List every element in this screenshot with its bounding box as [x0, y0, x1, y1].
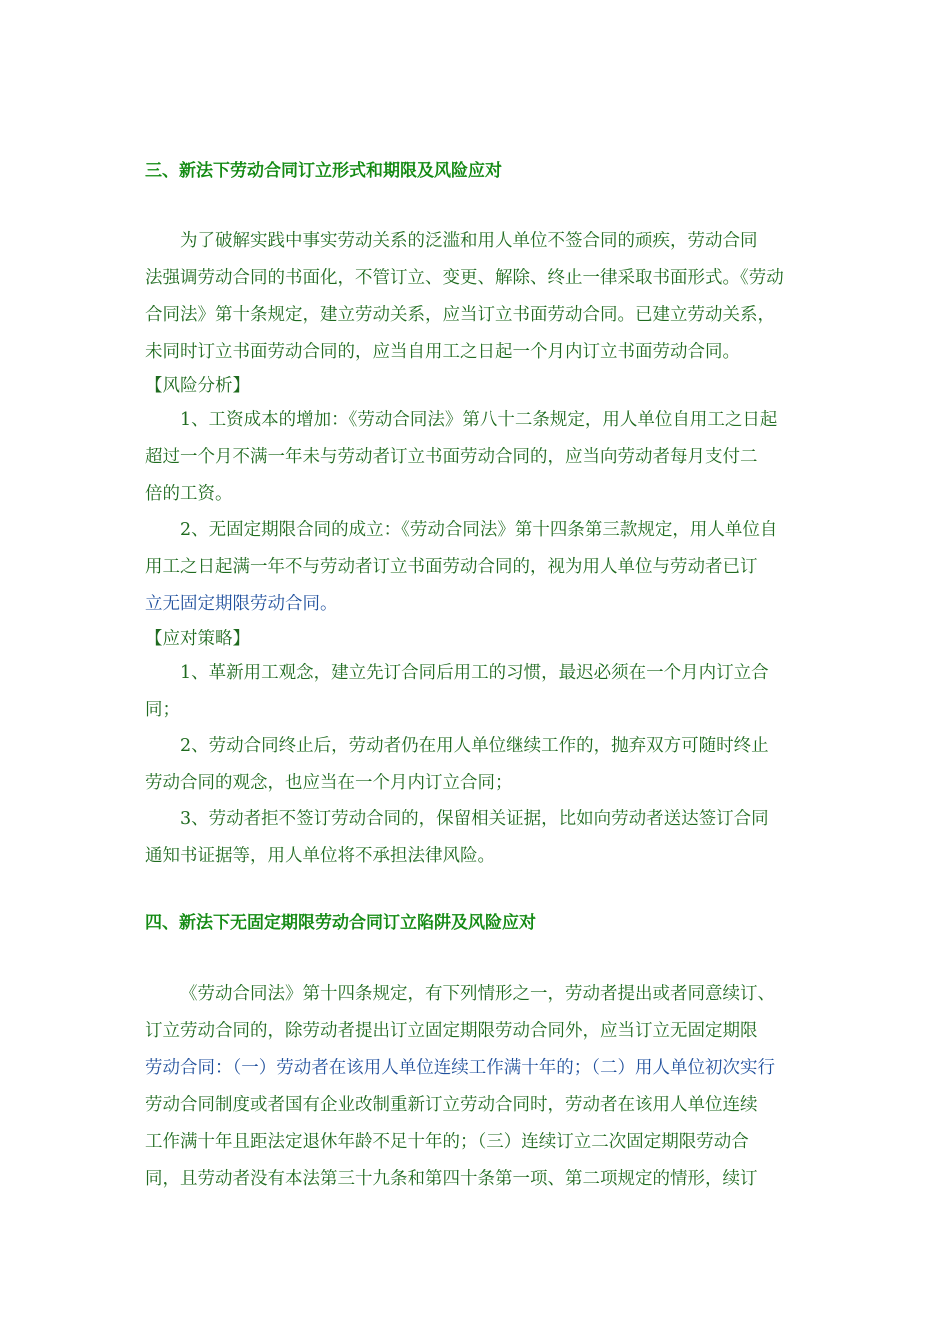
section-3-para-line: 法强调劳动合同的书面化，不管订立、变更、解除、终止一律采取书面形式。《劳动	[145, 268, 784, 288]
risk-1-line: 超过一个月不满一年未与劳动者订立书面劳动合同的，应当向劳动者每月支付二	[145, 447, 758, 467]
section-3-para-line: 合同法》第十条规定，建立劳动关系，应当订立书面劳动合同。已建立劳动关系，	[145, 305, 775, 325]
section-4-para-line: 订立劳动合同的，除劳动者提出订立固定期限劳动合同外，应当订立无固定期限	[145, 1021, 758, 1041]
strategy-3-line: 3、劳动者拒不签订劳动合同的，保留相关证据，比如向劳动者送达签订合同	[180, 809, 769, 829]
risk-2-line: 2、无固定期限合同的成立：《劳动合同法》第十四条第三款规定，用人单位自	[180, 520, 778, 540]
strategy-2-line: 2、劳动合同终止后，劳动者仍在用人单位继续工作的，抛弃双方可随时终止	[180, 736, 769, 756]
section-4-para-line: 《劳动合同法》第十四条规定，有下列情形之一，劳动者提出或者同意续订、	[180, 984, 775, 1004]
strategy-1-line: 1、革新用工观念，建立先订合同后用工的习惯，最迟必须在一个月内订立合	[180, 663, 769, 683]
section-4-heading: 四、新法下无固定期限劳动合同订立陷阱及风险应对	[145, 913, 536, 933]
strategy-1-line: 同；	[145, 700, 180, 720]
section-4-para-line: 劳动合同制度或者国有企业改制重新订立劳动合同时，劳动者在该用人单位连续	[145, 1095, 758, 1115]
risk-1-line: 1、工资成本的增加：《劳动合同法》第八十二条规定，用人单位自用工之日起	[180, 410, 778, 430]
strategy-2-line: 劳动合同的观念，也应当在一个月内订立合同；	[145, 773, 513, 793]
section-4-para-line: 工作满十年且距法定退休年龄不足十年的；（三）连续订立二次固定期限劳动合	[145, 1132, 749, 1152]
section-3-para-line: 未同时订立书面劳动合同的，应当自用工之日起一个月内订立书面劳动合同。	[145, 342, 740, 362]
strategy-label: 【应对策略】	[145, 629, 250, 649]
strategy-3-line: 通知书证据等，用人单位将不承担法律风险。	[145, 846, 495, 866]
risk-2-line: 立无固定期限劳动合同。	[145, 594, 338, 614]
risk-2-line: 用工之日起满一年不与劳动者订立书面劳动合同的，视为用人单位与劳动者已订	[145, 557, 758, 577]
section-4-para-line: 同，且劳动者没有本法第三十九条和第四十条第一项、第二项规定的情形，续订	[145, 1169, 758, 1189]
section-3-para-line: 为了破解实践中事实劳动关系的泛滥和用人单位不签合同的顽疾，劳动合同	[180, 231, 758, 251]
section-3-heading: 三、新法下劳动合同订立形式和期限及风险应对	[145, 161, 502, 181]
section-4-para-line: 劳动合同：（一）劳动者在该用人单位连续工作满十年的；（二）用人单位初次实行	[145, 1058, 775, 1078]
risk-1-line: 倍的工资。	[145, 484, 233, 504]
risk-analysis-label: 【风险分析】	[145, 376, 250, 396]
